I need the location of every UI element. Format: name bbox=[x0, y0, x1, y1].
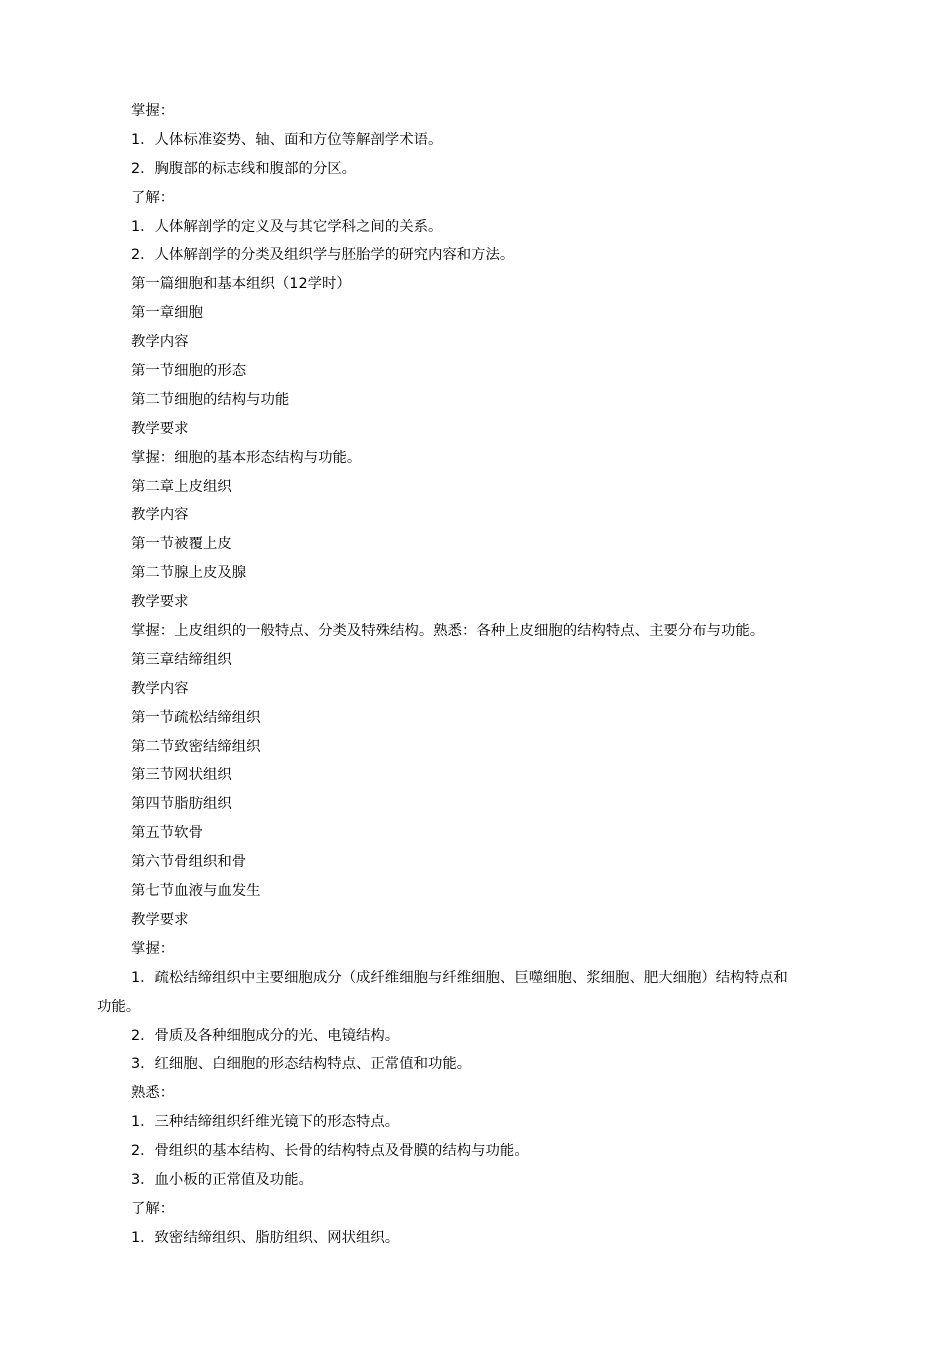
text-line: 1．致密结缔组织、脂肪组织、网状组织。 bbox=[131, 1229, 400, 1246]
text-line: 掌握：上皮组织的一般特点、分类及特殊结构。熟悉：各种上皮细胞的结构特点、主要分布与功能。 bbox=[131, 623, 765, 640]
text-line: 第五节软骨 bbox=[131, 825, 203, 842]
text-line: 2．骨组织的基本结构、长骨的结构特点及骨膜的结构与功能。 bbox=[131, 1143, 529, 1160]
text-line: 教学要求 bbox=[131, 911, 189, 928]
text-line: 第七节血液与血发生 bbox=[131, 883, 261, 900]
text-line: 第二节细胞的结构与功能 bbox=[131, 391, 290, 408]
text-line: 1．三种结缔组织纤维光镜下的形态特点。 bbox=[131, 1114, 400, 1131]
text-line: 1．疏松结缔组织中主要细胞成分（成纤维细胞与纤维细胞、巨噬细胞、浆细胞、肥大细胞）结构特点和 bbox=[131, 969, 788, 986]
text-line: 了解： bbox=[131, 189, 175, 206]
text-line: 功能。 bbox=[97, 998, 141, 1015]
text-line: 教学要求 bbox=[131, 594, 189, 611]
text-line: 第一章细胞 bbox=[131, 305, 203, 322]
text-line: 熟悉： bbox=[131, 1085, 175, 1102]
text-line: 第一节被覆上皮 bbox=[131, 536, 232, 553]
text-line: 第六节骨组织和骨 bbox=[131, 854, 247, 871]
text-line: 第一节疏松结缔组织 bbox=[131, 709, 261, 726]
text-line: 1．人体解剖学的定义及与其它学科之间的关系。 bbox=[131, 218, 443, 235]
text-line: 2．人体解剖学的分类及组织学与胚胎学的研究内容和方法。 bbox=[131, 247, 515, 264]
text-line: 第二章上皮组织 bbox=[131, 478, 232, 495]
text-line: 第一节细胞的形态 bbox=[131, 363, 247, 380]
text-line: 教学内容 bbox=[131, 507, 189, 524]
text-line: 2．骨质及各种细胞成分的光、电镜结构。 bbox=[131, 1027, 400, 1044]
text-line: 掌握：细胞的基本形态结构与功能。 bbox=[131, 449, 362, 466]
text-line: 教学内容 bbox=[131, 680, 189, 697]
text-line: 第二节腺上皮及腺 bbox=[131, 565, 247, 582]
text-line: 2．胸腹部的标志线和腹部的分区。 bbox=[131, 160, 357, 177]
text-line: 第四节脂肪组织 bbox=[131, 796, 232, 813]
text-line: 教学内容 bbox=[131, 334, 189, 351]
text-line: 3．血小板的正常值及功能。 bbox=[131, 1171, 313, 1188]
text-line: 第一篇细胞和基本组织（12学时） bbox=[131, 276, 351, 293]
text-line: 3．红细胞、白细胞的形态结构特点、正常值和功能。 bbox=[131, 1056, 472, 1073]
text-line: 第三章结缔组织 bbox=[131, 651, 232, 668]
text-line: 掌握： bbox=[131, 103, 175, 119]
text-line: 教学要求 bbox=[131, 420, 189, 437]
text-line: 第三节网状组织 bbox=[131, 767, 232, 784]
text-line: 1．人体标准姿势、轴、面和方位等解剖学术语。 bbox=[131, 131, 443, 148]
text-line: 第二节致密结缔组织 bbox=[131, 738, 261, 755]
text-line: 了解： bbox=[131, 1200, 175, 1217]
text-line: 掌握： bbox=[131, 940, 175, 957]
document-body bbox=[97, 97, 871, 1253]
